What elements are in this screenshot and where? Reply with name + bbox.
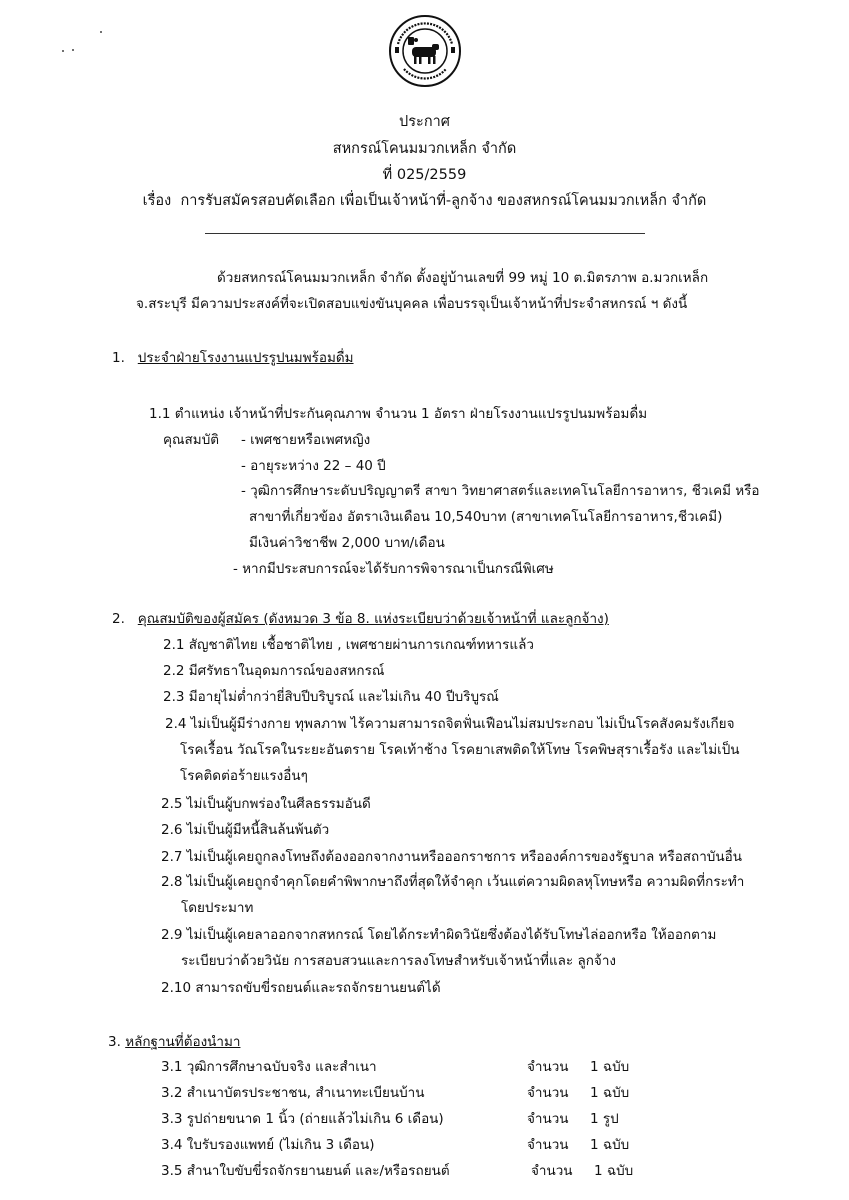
document-item-qty: 1 ฉบับ — [590, 1085, 630, 1101]
subject-text: การรับสมัครสอบคัดเลือก เพื่อเป็นเจ้าหน้าที่-ลูกจ้าง ของสหกรณ์โคนมมวกเหล็ก จำกัด — [180, 193, 707, 209]
document-item-label: 3.1 วุฒิการศึกษาฉบับจริง และสำเนา — [161, 1059, 377, 1075]
requirement-2-3: 2.3 มีอายุไม่ต่ำกว่ายี่สิบปีบริบูรณ์ และไม่เกิน 40 ปีบริบูรณ์ — [163, 689, 499, 705]
section-1-title: ประจำฝ่ายโรงงานแปรรูปนมพร้อมดื่ม — [137, 350, 354, 366]
scan-speck — [72, 49, 74, 51]
requirement-2-10: 2.10 สามารถขับขี่รถยนต์และรถจักรยานยนต์ได้ — [161, 980, 441, 996]
requirement-2-1: 2.1 สัญชาติไทย เชื้อชาติไทย , เพศชายผ่านการเกณฑ์ทหารแล้ว — [163, 637, 534, 653]
requirement-2-6: 2.6 ไม่เป็นผู้มีหนี้สินล้นพ้นตัว — [161, 822, 330, 838]
header-divider — [205, 233, 645, 234]
qualification-3c: มีเงินค่าวิชาชีพ 2,000 บาท/เดือน — [249, 535, 445, 551]
document-item-qty: 1 ฉบับ — [594, 1163, 634, 1179]
qualification-3a: - วุฒิการศึกษาระดับปริญญาตรี สาขา วิทยาศาสตร์และเทคโนโลยีการอาหาร, ชีวเคมี หรือ — [241, 483, 760, 499]
scan-speck — [100, 31, 102, 33]
qualification-3b: สาขาที่เกี่ยวข้อง อัตราเงินเดือน 10,540บาท (สาขาเทคโนโลยีการอาหาร,ชีวเคมี) — [249, 509, 723, 525]
section-2-title: คุณสมบัติของผู้สมัคร (ดังหมวด 3 ข้อ 8. แห่งระเบียบว่าด้วยเจ้าหน้าที่ และลูกจ้าง) — [137, 611, 609, 627]
qualification-2: - อายุระหว่าง 22 – 40 ปี — [241, 458, 386, 474]
announcement-number: ที่ 025/2559 — [382, 167, 467, 183]
position-line: 1.1 ตำแหน่ง เจ้าหน้าที่ประกันคุณภาพ จำนวน 1 อัตรา ฝ่ายโรงงานแปรรูปนมพร้อมดื่ม — [149, 406, 648, 422]
document-item-label: 3.4 ใบรับรองแพทย์ (ไม่เกิน 3 เดือน) — [161, 1137, 375, 1153]
intro-line-1: ด้วยสหกรณ์โคนมมวกเหล็ก จำกัด ตั้งอยู่บ้านเลขที่ 99 หมู่ 10 ต.มิตรภาพ อ.มวกเหล็ก — [217, 270, 709, 286]
section-2-number: 2. — [112, 611, 125, 627]
requirement-2-4b: โรคเรื้อน วัณโรคในระยะอันตราย โรคเท้าช้าง โรคยาเสพติดให้โทษ โรคพิษสุราเรื้อรัง และไม่เป็น — [180, 742, 740, 758]
requirement-2-8b: โดยประมาท — [181, 900, 254, 916]
intro-line-2: จ.สระบุรี มีความประสงค์ที่จะเปิดสอบแข่งขันบุคคล เพื่อบรรจุเป็นเจ้าหน้าที่ประจำสหกรณ์ ฯ ดังนี้ — [136, 296, 688, 312]
document-item-qty-label: จำนวน — [527, 1137, 569, 1153]
requirement-2-2: 2.2 มีศรัทธาในอุดมการณ์ของสหกรณ์ — [163, 663, 385, 679]
section-1-heading — [112, 346, 354, 368]
cooperative-seal-logo — [388, 14, 462, 88]
qualification-4: - หากมีประสบการณ์จะได้รับการพิจารณาเป็นกรณีพิเศษ — [233, 561, 554, 577]
qualification-label: คุณสมบัติ — [163, 432, 220, 448]
document-item-qty-label: จำนวน — [527, 1059, 569, 1075]
section-3-title: หลักฐานที่ต้องนำมา — [125, 1034, 241, 1050]
announcement-subject — [0, 189, 849, 212]
document-item-label: 3.3 รูปถ่ายขนาด 1 นิ้ว (ถ่ายแล้วไม่เกิน 6 เดือน) — [161, 1111, 444, 1127]
document-item-label: 3.2 สำเนาบัตรประชาชน, สำเนาทะเบียนบ้าน — [161, 1085, 425, 1101]
organization-name: สหกรณ์โคนมมวกเหล็ก จำกัด — [332, 141, 517, 157]
document-item-qty-label: จำนวน — [531, 1163, 573, 1179]
section-2-heading — [112, 607, 609, 629]
cow-seal-icon — [408, 37, 439, 64]
document-item-qty-label: จำนวน — [527, 1085, 569, 1101]
document-item-qty: 1 ฉบับ — [590, 1059, 630, 1075]
scan-speck — [62, 50, 64, 52]
document-item-qty: 1 รูป — [590, 1111, 619, 1127]
document-item-label: 3.5 สำนาใบขับขี่รถจักรยานยนต์ และ/หรือรถยนต์ — [161, 1163, 450, 1179]
section-3-number: 3. — [108, 1034, 121, 1050]
requirement-2-9b: ระเบียบว่าด้วยวินัย การสอบสวนและการลงโทษสำหรับเจ้าหน้าที่และ ลูกจ้าง — [181, 953, 617, 969]
subject-label: เรื่อง — [142, 193, 172, 209]
document-item-qty: 1 ฉบับ — [590, 1137, 630, 1153]
requirement-2-5: 2.5 ไม่เป็นผู้บกพร่องในศีลธรรมอันดี — [161, 796, 371, 812]
qualification-1: - เพศชายหรือเพศหญิง — [241, 432, 371, 448]
requirement-2-9a: 2.9 ไม่เป็นผู้เคยลาออกจากสหกรณ์ โดยได้กระทำผิดวินัยซึ่งต้องได้รับโทษไล่ออกหรือ ให้ออกตาม — [161, 927, 717, 943]
announcement-title: ประกาศ — [399, 114, 450, 130]
document-item-qty-label: จำนวน — [527, 1111, 569, 1127]
requirement-2-7: 2.7 ไม่เป็นผู้เคยถูกลงโทษถึงต้องออกจากงานหรือออกราชการ หรือองค์การของรัฐบาล หรือสถาบันอื่น — [161, 849, 742, 865]
requirement-2-4a: 2.4 ไม่เป็นผู้มีร่างกาย ทุพลภาพ ไร้ความสามารถจิตฟั่นเฟือนไม่สมประกอบ ไม่เป็นโรคสังคมรังเกียจ — [165, 716, 735, 732]
requirement-2-8a: 2.8 ไม่เป็นผู้เคยถูกจำคุกโดยคำพิพากษาถึงที่สุดให้จำคุก เว้นแต่ความผิดลหุโทษหรือ ความผิดที่กระทำ — [161, 874, 745, 890]
section-3-heading — [108, 1030, 240, 1052]
section-1-number: 1. — [112, 350, 125, 366]
requirement-2-4c: โรคติดต่อร้ายแรงอื่นๆ — [180, 768, 308, 784]
